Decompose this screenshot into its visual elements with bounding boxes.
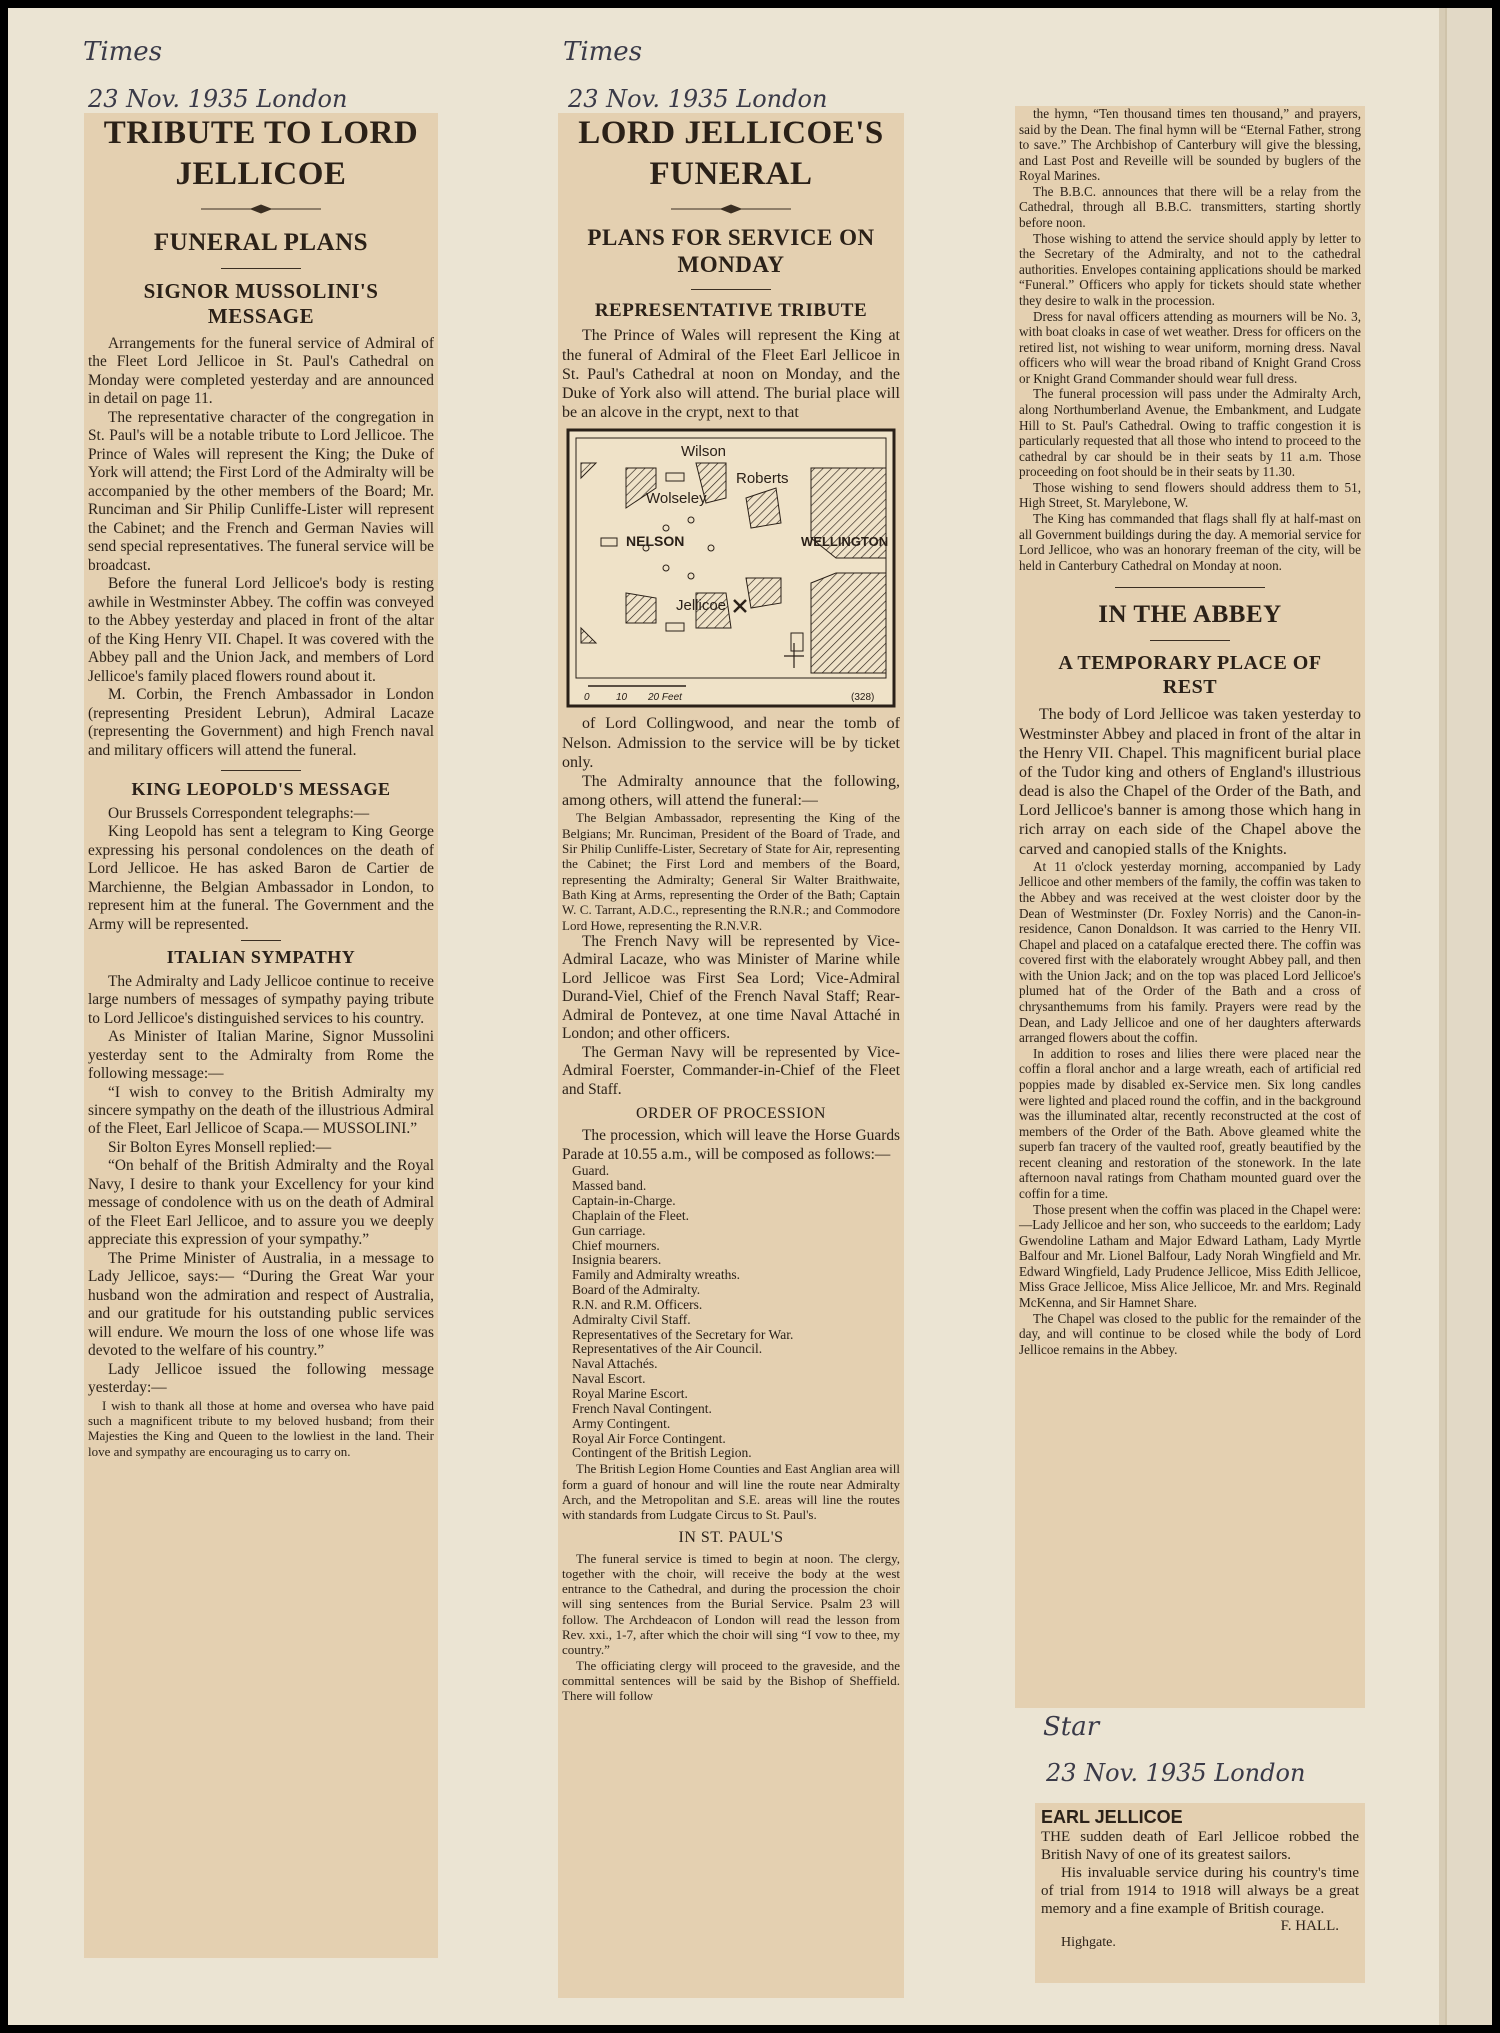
map-scale-label: 20 Feet bbox=[648, 692, 682, 704]
list-item: Royal Marine Escort. bbox=[572, 1385, 688, 1401]
paragraph: THE sudden death of Earl Jellicoe robbed the British Navy of one of its greatest sailors. bbox=[1041, 1829, 1359, 1863]
map-scale-label: 0 bbox=[584, 692, 590, 704]
paragraph: The Chapel was closed to the public for the remainder of the day, and will continue to be closed while the body of Lord Jellicoe remains in the Abbey. bbox=[1019, 1310, 1361, 1357]
list-item: Family and Admiralty wreaths. bbox=[572, 1267, 740, 1283]
list-item: Gun carriage. bbox=[572, 1222, 646, 1238]
map-scale-label: 10 bbox=[616, 692, 628, 704]
section-title-st-pauls: IN ST. PAUL'S bbox=[678, 1528, 784, 1546]
list-item: Naval Escort. bbox=[572, 1371, 646, 1387]
letter-place: Highgate. bbox=[1061, 1935, 1116, 1950]
section-title-italian: ITALIAN SYMPATHY bbox=[166, 947, 356, 967]
section-title-leopold: KING LEOPOLD'S MESSAGE bbox=[131, 779, 391, 800]
paragraph: The representative character of the congregation in St. Paul's will be a notable tribute to Lord Jellicoe. The Prince of Wales will represent the King; the Duke of York will attend; the First Lord of the Admiralty will be accompanied by the other members of the Board; Mr. Runciman and Sir Philip Cunliffe-Lister will represent the Cabinet; and the French and German Navies will send special representatives. The funeral service will be broadcast. bbox=[88, 408, 434, 574]
procession-list bbox=[562, 1164, 900, 1461]
paragraph: Those wishing to send flowers should address them to 51, High Street, St. Marylebone, W. bbox=[1019, 479, 1361, 511]
paragraph: Sir Bolton Eyres Monsell replied:— bbox=[108, 1138, 332, 1156]
annotation-source-col2: Times bbox=[563, 37, 643, 67]
list-item: Insignia bearers. bbox=[572, 1252, 662, 1268]
subhead-temporary-rest: A TEMPORARY PLACE OF REST bbox=[1058, 652, 1322, 699]
headline-funeral: LORD JELLICOE'S FUNERAL bbox=[578, 115, 884, 193]
clipping-letter bbox=[1035, 1803, 1365, 1983]
quote-lady-jellicoe: I wish to thank all those at home and oversea who have paid such a magnificent tribute to my beloved husband; from their Majesties the King and Queen to the lowliest in the land. Their love and sympathy are encouraging us to carry on. bbox=[88, 1397, 434, 1459]
paragraph: The British Legion Home Counties and East Anglian area will form a guard of honour and will line the route near Admiralty Arch, and the Metropolitan and S.E. areas will line the routes with standards from Ludgate Circus to St. Paul's. bbox=[562, 1461, 900, 1523]
divider-rule bbox=[221, 268, 301, 269]
list-item: Board of the Admiralty. bbox=[572, 1282, 701, 1298]
list-item: Chaplain of the Fleet. bbox=[572, 1207, 689, 1223]
list-item: Massed band. bbox=[572, 1178, 647, 1194]
annotation-source-col1: Times bbox=[83, 37, 163, 67]
paragraph: “I wish to convey to the British Admiralty my sincere sympathy on the death of the illustrious Admiral of the Fleet, Earl Jellicoe of Scapa.— MUSSOLINI.” bbox=[88, 1083, 434, 1138]
paragraph: Those present when the coffin was placed in the Chapel were:—Lady Jellicoe and her son, who succeeds to the earldom; Lady Gwendoline Latham and Major Edward Latham, Lady Myrtle Balfour and Mr. Lionel Balfour, Lady Norah Wingfield and Mr. Edward Wingfield, Lady Prudence Jellicoe, Miss Edith Jellicoe, Miss Grace Jellicoe, Miss Alice Jellicoe, Mr. and Mrs. Reginald McKenna, and Sir Hamnet Share. bbox=[1019, 1201, 1361, 1311]
subhead-plans: PLANS FOR SERVICE ON MONDAY bbox=[587, 224, 875, 278]
paragraph: The Admiralty announce that the following, among others, will attend the funeral:— bbox=[562, 772, 900, 810]
divider-rule bbox=[241, 940, 281, 941]
paragraph: Dress for naval officers attending as mourners will be No. 3, with boat cloaks in case of wet weather. Dress for officers on the retired list, not wishing to wear uniform, morning dress. Naval officers who will wear the broad riband of Knight Grand Cross or Knight Grand Commander should wear full dress. bbox=[1019, 308, 1361, 386]
section-title-mussolini: SIGNOR MUSSOLINI'S MESSAGE bbox=[143, 278, 379, 328]
section-title-representative: REPRESENTATIVE TRIBUTE bbox=[594, 299, 868, 321]
ornament-divider bbox=[201, 204, 321, 214]
list-item: Royal Air Force Contingent. bbox=[572, 1430, 726, 1446]
paragraph: The French Navy will be represented by Vice-Admiral Lacaze, who was Minister of Marine while Lord Jellicoe was First Sea Lord; Vice-Admiral Durand-Viel, Chief of the French Naval Staff; Rear-Admiral de Pontevez, at one time Naval Attaché in London; and other officers. bbox=[562, 932, 900, 1043]
paragraph: The body of Lord Jellicoe was taken yesterday to Westminster Abbey and placed in front of the altar in the Henry VII. Chapel. This magnificent burial place of the Tudor king and others of England's illustrious dead is also the Chapel of the Order of the Bath, and Lord Jellicoe's banner is among those which hang in rich array on each side of the Chapel above the carved and canopied stalls of the Knights. bbox=[1019, 706, 1361, 858]
annotation-source-col3: Star bbox=[1043, 1712, 1100, 1742]
clipping-funeral bbox=[558, 113, 904, 1998]
headline-tribute: TRIBUTE TO LORD JELLICOE bbox=[103, 115, 419, 193]
list-item: R.N. and R.M. Officers. bbox=[572, 1296, 703, 1312]
map-pier bbox=[746, 578, 781, 608]
list-item: French Naval Contingent. bbox=[572, 1400, 712, 1416]
list-item: Captain-in-Charge. bbox=[572, 1193, 676, 1208]
paragraph: The funeral service is timed to begin at noon. The clergy, together with the choir, will receive the body at the west entrance to the Cathedral, and during the procession the choir will sing sentences from the Burial Service. Psalm 23 will follow. The Archdeacon of London will read the lesson from Rev. xxi., 1-7, after which the choir will sing “I vow to thee, my country.” bbox=[562, 1550, 900, 1658]
paragraph: The funeral procession will pass under the Admiralty Arch, along Northumberland Avenue, the Embankment, and Ludgate Hill to St. Paul's Cathedral. Owing to traffic congestion it is particularly requested that all those who intend to proceed to the cathedral by car should be in their seats by 11 a.m. Those proceeding on foot should be in their seats by 11.30. bbox=[1019, 386, 1361, 480]
map-pier bbox=[811, 573, 886, 673]
map-label-wolseley: Wolseley bbox=[646, 490, 707, 508]
paragraph: the hymn, “Ten thousand times ten thousand,” and prayers, said by the Dean. The final hymn will be “Eternal Father, strong to save.” The Archbishop of Canterbury will give the blessing, and Last Post and Reveille will be sounded by buglers of the Royal Marines. bbox=[1019, 106, 1361, 184]
map-label-wellington: WELLINGTON bbox=[801, 534, 889, 550]
paragraph: The German Navy will be represented by Vice-Admiral Foerster, Commander-in-Chief of the Fleet and Staff. bbox=[562, 1043, 900, 1098]
map-label-nelson: NELSON bbox=[626, 533, 685, 550]
attendees-list: The Belgian Ambassador, representing the King of the Belgians; Mr. Runciman, President of the Board of Trade, and Sir Philip Cunliffe-Lister, Secretary of State for Air, representing the Cabinet; the First Lord and members of the Board, representing the Admiralty; General Sir Walter Braithwaite, Bath King at Arms, representing the Order of the Bath; Captain W. C. Tarrant, A.D.C., representing the R.N.R.; and Commodore Lord Howe, representing the R.N.V.R. bbox=[562, 810, 900, 933]
list-item: Naval Attachés. bbox=[572, 1356, 658, 1372]
clipping-continuation bbox=[1015, 106, 1365, 1708]
paragraph: M. Corbin, the French Ambassador in London (representing President Lebrun), Admiral Lacaze (representing the Government) and high French naval and military officers will attend the funeral. bbox=[88, 686, 434, 759]
annotation-date-col2: 23 Nov. 1935 London bbox=[568, 85, 828, 113]
subhead-funeral-plans: FUNERAL PLANS bbox=[153, 228, 369, 256]
letter-title: EARL JELLICOE bbox=[1041, 1807, 1183, 1827]
map-pier bbox=[626, 593, 656, 623]
ornament-divider bbox=[671, 204, 791, 214]
paragraph: Before the funeral Lord Jellicoe's body is resting awhile in Westminster Abbey. The coffin was conveyed to the Abbey yesterday and placed in front of the altar of the King Henry VII. Chapel. It was covered with the Abbey pall and the Union Jack, and members of Lord Jellicoe's family placed flowers round about it. bbox=[88, 575, 434, 685]
paragraph: His invaluable service during his country's time of trial from 1914 to 1918 will always be a great memory and a fine example of British courage. bbox=[1041, 1865, 1359, 1917]
paragraph: The King has commanded that flags shall fly at half-mast on all Government buildings during the day. A memorial service for Lord Jellicoe, who was an honorary freeman of the city, will be held in Canterbury Cathedral on Monday at noon. bbox=[1019, 511, 1361, 573]
divider-rule bbox=[1150, 640, 1230, 641]
list-item: Army Contingent. bbox=[572, 1415, 671, 1431]
list-item: Contingent of the British Legion. bbox=[572, 1445, 752, 1461]
album-spine bbox=[1445, 8, 1492, 2025]
paragraph: Lady Jellicoe issued the following message yesterday:— bbox=[88, 1360, 434, 1397]
paragraph: The Prince of Wales will represent the King at the funeral of Admiral of the Fleet Earl Jellicoe in St. Paul's Cathedral at noon on Monday, and the Duke of York also will attend. The burial place will be an alcove in the crypt, next to that bbox=[562, 327, 900, 422]
headline-in-the-abbey: IN THE ABBEY bbox=[1098, 601, 1282, 629]
paragraph: Our Brussels Correspondent telegraphs:— bbox=[108, 804, 370, 822]
annotation-date-col1: 23 Nov. 1935 London bbox=[88, 85, 348, 113]
paragraph: As Minister of Italian Marine, Signor Mussolini yesterday sent to the Admiralty from Rome the following message:— bbox=[88, 1028, 434, 1083]
paragraph: Arrangements for the funeral service of Admiral of the Fleet Lord Jellicoe in St. Paul's Cathedral on Monday were completed yesterday and are announced in detail on page 11. bbox=[88, 334, 434, 408]
paragraph: The B.B.C. announces that there will be a relay from the Cathedral, through all B.B.C. transmitters, starting shortly before noon. bbox=[1019, 183, 1361, 231]
paragraph: The Prime Minister of Australia, in a message to Lady Jellicoe, says:— “During the Great War your husband won the admiration and respect of Australia, and our gratitude for his outstanding public services will endure. We mourn the loss of one whose life was devoted to the welfare of his country.” bbox=[88, 1249, 434, 1360]
clipping-tribute bbox=[84, 113, 438, 1958]
paragraph: King Leopold has sent a telegram to King George expressing his personal condolences on the death of Lord Jellicoe. He has asked Baron de Cartier de Marchienne, the Belgian Ambassador in London, to represent him at the funeral. The Government and the Army will be represented. bbox=[88, 823, 434, 933]
paragraph: At 11 o'clock yesterday morning, accompanied by Lady Jellicoe and other members of the family, the coffin was taken to the Abbey and was received at the west cloister door by the Dean of Westminster (Dr. Foxley Norris) and the Canon-in-residence, Canon Donaldson. It was carried to the Henry VII. Chapel and placed on a catafalque erected there. The coffin was covered first with the elaborately wrought Abbey pall, and then with the Union Jack; and on the top was placed Lord Jellicoe's plumed hat of the Order of the Bath and a cross of chrysanthemums from his family. Prayers were read by the Dean, and Lady Jellicoe and one of her daughters afterwards arranged flowers about the coffin. bbox=[1019, 858, 1361, 1046]
annotation-date-col3: 23 Nov. 1935 London bbox=[1046, 1759, 1306, 1787]
list-item: Admiralty Civil Staff. bbox=[572, 1311, 691, 1327]
map-label-roberts: Roberts bbox=[736, 470, 789, 488]
list-item: Chief mourners. bbox=[572, 1237, 660, 1253]
map-label-jellicoe: Jellicoe bbox=[676, 597, 727, 615]
paragraph: of Lord Collingwood, and near the tomb of Nelson. Admission to the service will be by ticket only. bbox=[562, 715, 900, 771]
list-item: Representatives of the Air Council. bbox=[572, 1341, 763, 1357]
map-ref: (328) bbox=[851, 692, 875, 704]
list-item: Representatives of the Secretary for War. bbox=[572, 1326, 794, 1342]
paragraph: In addition to roses and lilies there were placed near the coffin a floral anchor and a large wreath, each of artificial red poppies made by disabled ex-Service men. Six long candles were lighted and placed round the coffin, and in the background was the illuminated altar, recently reconstructed at the cost of members of the Order of the Bath. Above gleamed white the superb fan tracery of the vaulted roof, greatly beautified by the recent cleaning and restoration of the stonework. In the late afternoon naval ratings from Chatham mounted guard over the coffin for a time. bbox=[1019, 1045, 1361, 1201]
section-title-procession: ORDER OF PROCESSION bbox=[636, 1105, 826, 1123]
paragraph: The Admiralty and Lady Jellicoe continue to receive large numbers of messages of sympathy paying tribute to Lord Jellicoe's distinguished services to his country. bbox=[88, 972, 434, 1027]
scrapbook-page bbox=[8, 8, 1492, 2025]
paragraph: The procession, which will leave the Horse Guards Parade at 10.55 a.m., will be composed as follows:— bbox=[562, 1127, 900, 1163]
divider-rule bbox=[221, 770, 301, 771]
letter-signature: F. HALL. bbox=[1280, 1918, 1339, 1934]
divider-rule bbox=[691, 289, 771, 290]
paragraph: The officiating clergy will proceed to the graveside, and the committal sentences will be said by the Bishop of Sheffield. There will follow bbox=[562, 1657, 900, 1704]
paragraph: “On behalf of the British Admiralty and the Royal Navy, I desire to thank your Excellency for your kind message of condolence with us on the death of Admiral of the Fleet Earl Jellicoe, and to assure you we deeply appreciate this expression of your sympathy.” bbox=[88, 1157, 434, 1249]
paragraph: Those wishing to attend the service should apply by letter to the Secretary of the Admiralty, and not to the cathedral authorities. Envelopes containing applications should be marked “Funeral.” Officers who apply for tickets should state whether they desire to walk in the procession. bbox=[1019, 230, 1361, 308]
list-item: Guard. bbox=[572, 1163, 610, 1179]
map-label-wilson: Wilson bbox=[681, 443, 727, 461]
crypt-map bbox=[566, 428, 896, 708]
divider-rule bbox=[1115, 587, 1265, 588]
